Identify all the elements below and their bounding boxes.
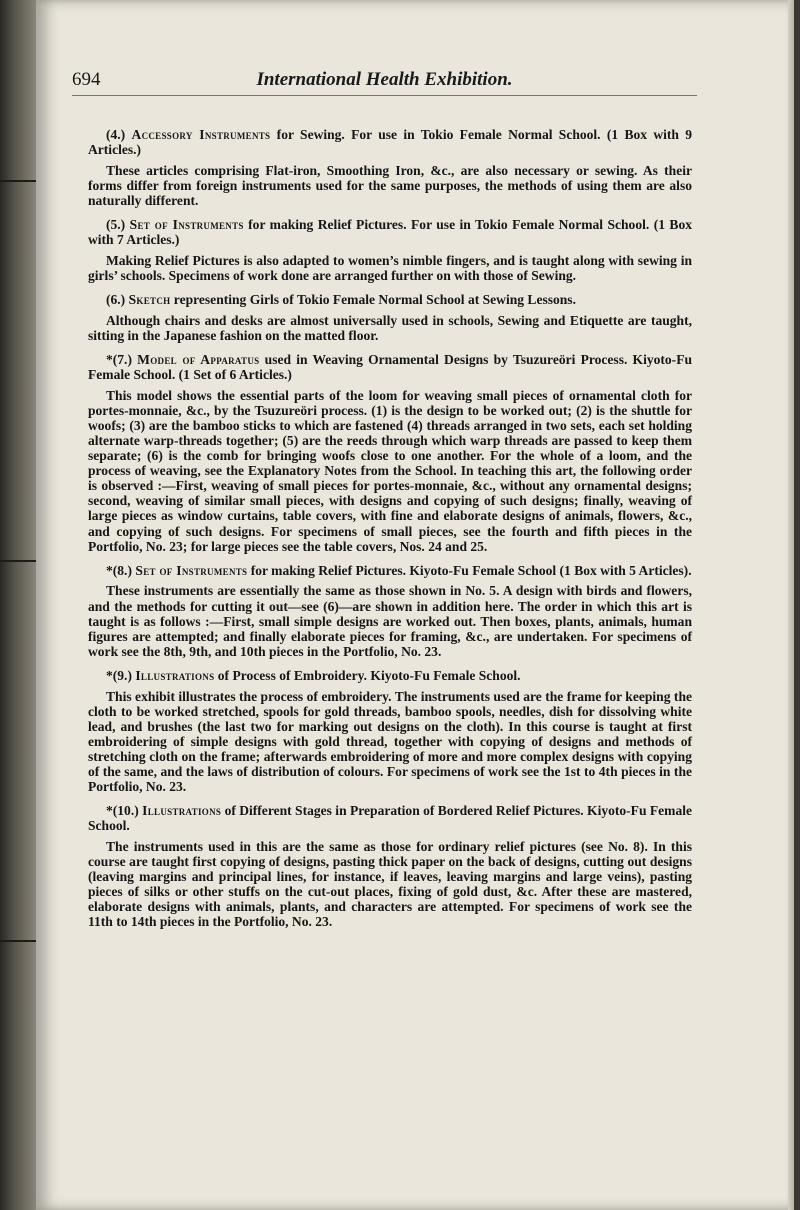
entry-heading-text: for making Relief Pictures. For use in Tokio Female Normal School. (1 Box with 7 Articles.): [88, 217, 692, 248]
entry-number: *(10.): [106, 803, 139, 819]
entry-body: The instruments used in this are the same as those for ordinary relief pictures (see No. 8). In this course are taught first copying of designs, pasting thick paper on the back of designs, cutting out designs (leaving margins and principal lines, for instance, if leaves, leaving margins and large veins), pasting pieces of silks or other stuffs on the cut-out places, fixing of gold dust, &c. After these are mastered, elaborate designs with animals, plants, and characters are attempted. For specimens of work see the 11th to 14th pieces in the Portfolio, No. 23.: [88, 839, 692, 930]
entry-heading: [88, 217, 692, 247]
entry-heading: [88, 563, 692, 578]
entry-body: This exhibit illustrates the process of embroidery. The instruments used are the frame for keeping the cloth to be worked stretched, spools for gold threads, bamboo spools, needles, dish for dissolving white lead, and brushes (the last two for marking out designs on the cloth). In this course is taught at first embroidering of simple designs with gold thread, together with copying of designs and methods of stretching cloth on the frame; afterwards embroidering of more and more complex designs with copying of the same, and the laws of distribution of colours. For specimens of work see the 1st to 4th pieces in the Portfolio, No. 23.: [88, 688, 692, 795]
book-spine: [0, 0, 36, 1210]
entry-number: (4.): [106, 127, 126, 142]
entry-heading: [88, 292, 692, 307]
page-header: [72, 69, 697, 96]
page-edge: [788, 0, 794, 1210]
entry-heading-text: of Process of Embroidery. Kiyoto-Fu Female School.: [214, 667, 521, 683]
entry-number: *(7.): [106, 351, 132, 367]
spine-band: [0, 180, 36, 182]
entry-body: This model shows the essential parts of the loom for weaving small pieces of ornamental cloth for portes-monnaie, &c., by the Tsuzureöri process. (1) is the design to be worked out; (2) is the shuttle for woofs; (3) are the bamboo sticks to which are fastened (4) threads arranged in two sets, each set holding alternate warp-threads together; (5) are the reeds through which warp threads are passed to keep them separate; (6) is the comb for bringing woofs close to one another. For the whole of a loom, and the process of weaving, see the Explanatory Notes from the School. In teaching this art, the following order is observed :—First, weaving of small pieces for portes-monnaie, &c., without any ornamental designs; second, weaving of similar small pieces, with designs and copying of such designs; finally, weaving of large pieces as window curtains, table covers, with fine and elaborate designs of animals, flowers, &c., and copying of such designs. For specimens of small pieces, see the fourth and fifth pieces in the Portfolio, No. 23; for large pieces see the table covers, Nos. 24 and 25.: [88, 387, 692, 554]
entry-number: (5.): [106, 217, 126, 233]
entry-heading: [88, 803, 692, 833]
entry-caption: Accessory Instruments: [131, 127, 271, 142]
entry-heading-text: of Different Stages in Preparation of Bordered Relief Pictures. Kiyoto-Fu Female School.: [88, 803, 693, 834]
page-number: 694: [72, 69, 101, 90]
entry-body: Although chairs and desks are almost universally used in schools, Sewing and Etiquette are taught, sitting in the Japanese fashion on the matted floor.: [88, 312, 692, 343]
entry-caption: Set of Instruments: [129, 217, 244, 233]
entry-caption: Illustrations: [142, 803, 222, 819]
entry-body: Making Relief Pictures is also adapted to women’s nimble fingers, and is taught along with sewing in girls’ schools. Specimens of work done are arranged further on with those of Sewing.: [88, 252, 692, 283]
entry-number: *(9.): [106, 667, 132, 683]
entry-heading-text: used in Weaving Ornamental Designs by Tsuzureöri Process. Kiyoto-Fu Female School. (1 Set of 6 Articles.): [88, 351, 692, 382]
page-body: [88, 127, 692, 935]
spine-band: [0, 940, 36, 942]
entry-number: *(8.): [106, 562, 132, 578]
entry-heading: [88, 668, 692, 683]
entry-heading: [88, 127, 692, 157]
entry-heading-text: representing Girls of Tokio Female Normal School at Sewing Lessons.: [170, 292, 576, 308]
entry-heading-text: for making Relief Pictures. Kiyoto-Fu Female School (1 Box with 5 Articles).: [247, 562, 692, 578]
spine-band: [0, 560, 36, 562]
entry-caption: Sketch: [128, 292, 171, 308]
entry-body: These articles comprising Flat-iron, Smoothing Iron, &c., are also necessary or sewing. As their forms differ from foreign instruments used for the same purposes, the methods of using them are also naturally different.: [88, 162, 692, 208]
entry-heading-text: for Sewing. For use in Tokio Female Normal School. (1 Box with 9 Articles.): [88, 127, 693, 158]
entry-number: (6.): [106, 292, 126, 308]
entry-heading: [88, 352, 692, 382]
entry-caption: Illustrations: [135, 667, 215, 683]
entry-caption: Set of Instruments: [135, 562, 248, 578]
entry-caption: Model of Apparatus: [137, 351, 260, 367]
entry-body: These instruments are essentially the same as those shown in No. 5. A design with birds and flowers, and the methods for cutting it out—see (6)—are shown in addition here. The order in which this art is taught is as follows :—First, small simple designs are worked out. Then boxes, plants, animals, human figures are attempted; and finally elaborate pieces for framing, &c., are undertaken. For specimens of work see the 8th, 9th, and 10th pieces in the Portfolio, No. 23.: [88, 583, 692, 659]
running-title: International Health Exhibition.: [256, 69, 513, 90]
